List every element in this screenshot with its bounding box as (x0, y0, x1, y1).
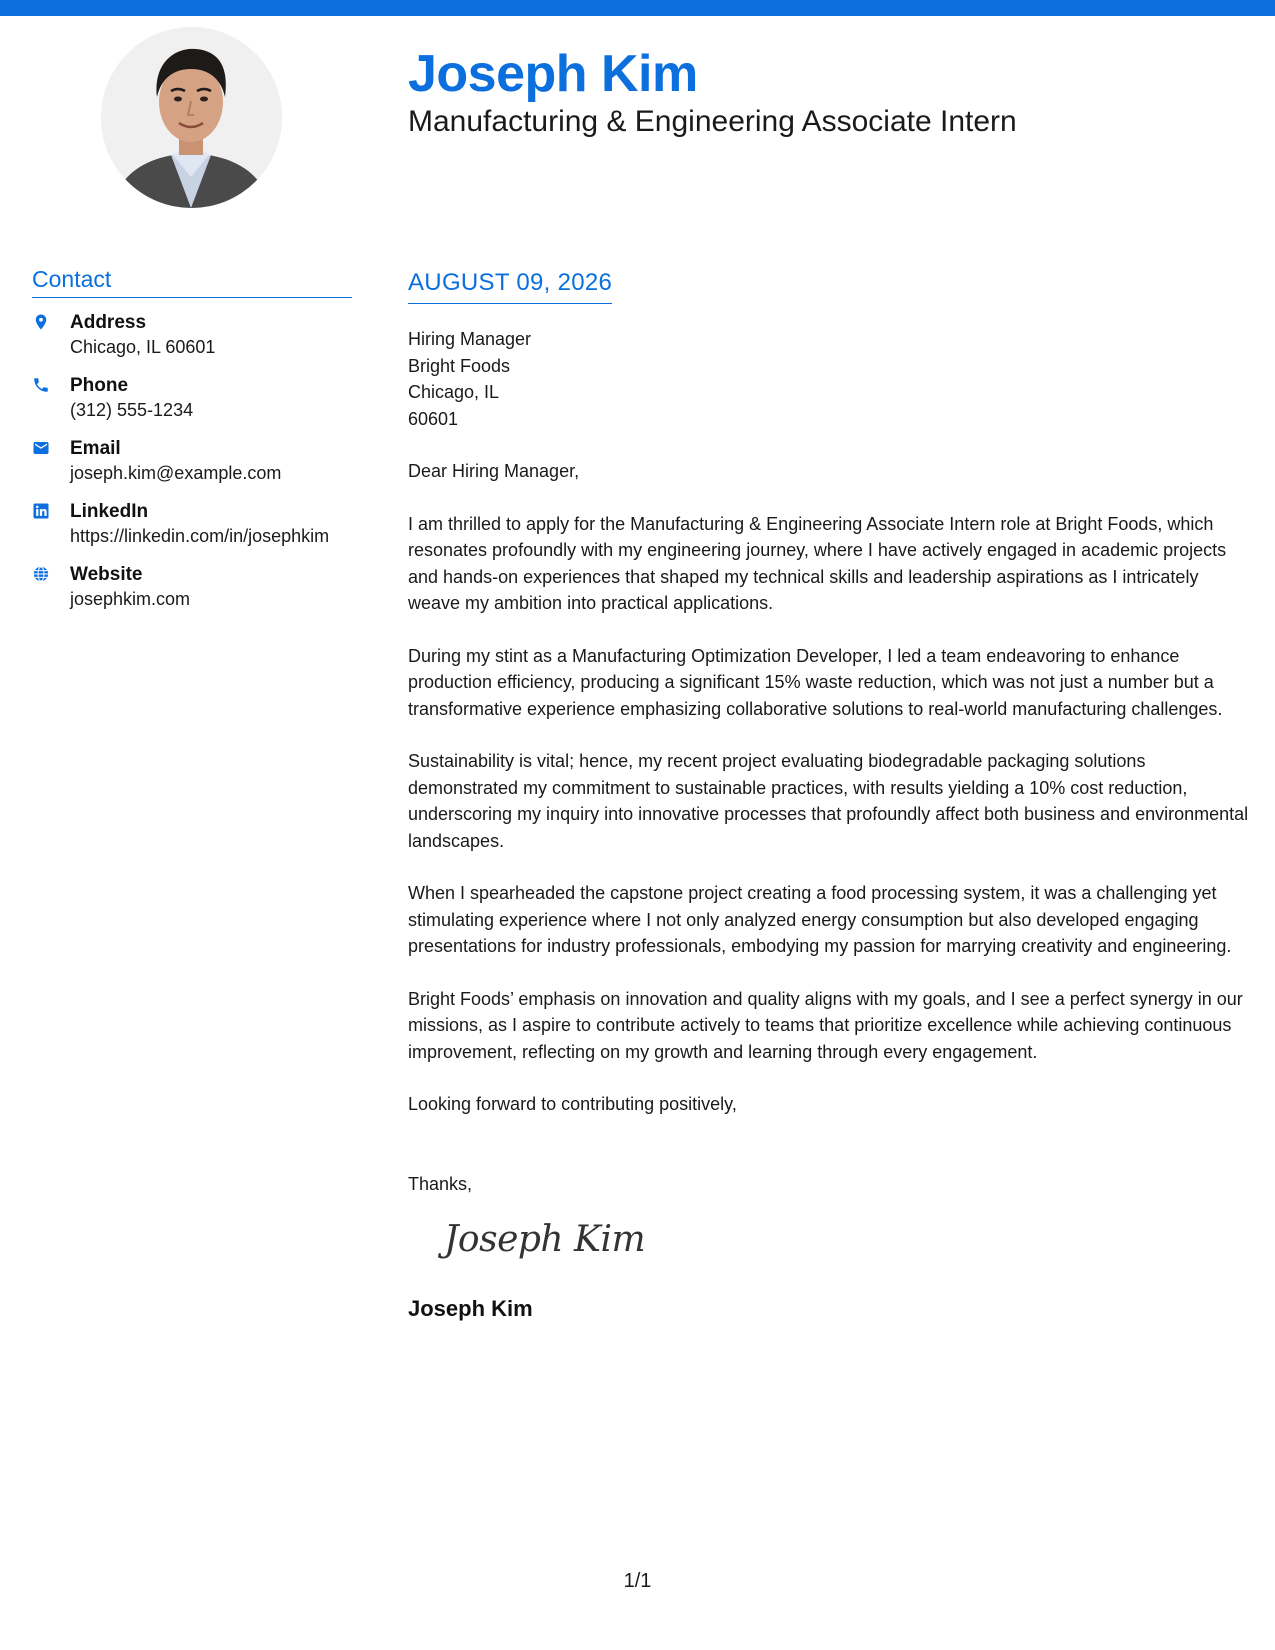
contact-item-address (32, 310, 352, 360)
applicant-job-title: Manufacturing & Engineering Associate Intern (408, 105, 1017, 138)
contact-label: LinkedIn (70, 501, 149, 522)
recipient-line: Chicago, IL (408, 382, 500, 402)
letter-paragraph: Bright Foods’ emphasis on innovation and quality aligns with my goals, and I see a perfect synergy in our missions, as I aspire to contribute actively to teams that prioritize excellence while achieving continuous improvement, reflecting on my growth and learning through every engagement. (408, 988, 1243, 1062)
contact-label: Address (70, 312, 147, 333)
recipient-line: 60601 (408, 408, 459, 429)
contact-item-website (32, 562, 352, 612)
contact-label: Email (70, 438, 121, 459)
applicant-name: Joseph Kim (408, 45, 698, 103)
letter-paragraph: I am thrilled to apply for the Manufacturing & Engineering Associate Intern role at Bright Foods, which resonates profoundly with my engineering journey, where I have actively engaged in academic projects and hands-on experiences that shaped my technical skills and leadership aspirations as I intricately weave my ambition into practical applications. (408, 513, 1227, 613)
closing-line: Looking forward to contributing positively, (408, 1094, 737, 1114)
contact-value: josephkim.com (70, 589, 191, 609)
contact-list (32, 310, 352, 612)
thanks-line: Thanks, (408, 1173, 473, 1194)
profile-photo (101, 27, 282, 208)
contact-item-phone (32, 373, 352, 423)
contact-heading: Contact (32, 264, 352, 298)
top-accent-bar (0, 0, 1275, 16)
contact-value: (312) 555-1234 (70, 400, 194, 420)
contact-value: Chicago, IL 60601 (70, 337, 216, 357)
contact-label: Phone (70, 375, 129, 396)
contact-item-linkedin (32, 499, 352, 549)
handwritten-signature: Joseph Kim (444, 1219, 646, 1260)
contact-item-email (32, 436, 352, 486)
recipient-block (408, 326, 1253, 432)
letter-body (408, 268, 1253, 1323)
letter-paragraph: During my stint as a Manufacturing Optimization Developer, I led a team endeavoring to enhance production efficiency, producing a significant 15% waste reduction, which was not just a number but a transformative experience emphasizing collaborative solutions to real-world manufacturing challenges. (408, 645, 1223, 719)
email-icon (32, 436, 70, 457)
letter-date: AUGUST 09, 2026 (408, 268, 612, 304)
contact-value: joseph.kim@example.com (70, 463, 282, 483)
signer-name: Joseph Kim (408, 1296, 533, 1321)
salutation: Dear Hiring Manager, (408, 461, 580, 481)
recipient-line: Bright Foods (408, 355, 511, 376)
recipient-line: Hiring Manager (408, 329, 532, 349)
location-pin-icon (32, 310, 70, 331)
contact-value: https://linkedin.com/in/josephkim (70, 526, 330, 546)
letter-paragraph: When I spearheaded the capstone project creating a food processing system, it was a challenging yet stimulating experience where I not only analyzed energy consumption but also developed engaging presentations for industry professionals, embodying my passion for marrying creativity and engineering. (408, 883, 1232, 956)
linkedin-icon (32, 499, 70, 520)
contact-label: Website (70, 564, 143, 585)
contact-sidebar (32, 264, 352, 625)
page-number: 1/1 (623, 1570, 652, 1592)
phone-icon (32, 373, 70, 394)
letter-paragraph: Sustainability is vital; hence, my recent project evaluating biodegradable packaging solutions demonstrated my commitment to sustainable practices, with results yielding a 10% cost reduction, underscoring my inquiry into innovative processes that profoundly affect both business and environmental landscapes. (408, 751, 1249, 851)
globe-icon (32, 562, 70, 583)
